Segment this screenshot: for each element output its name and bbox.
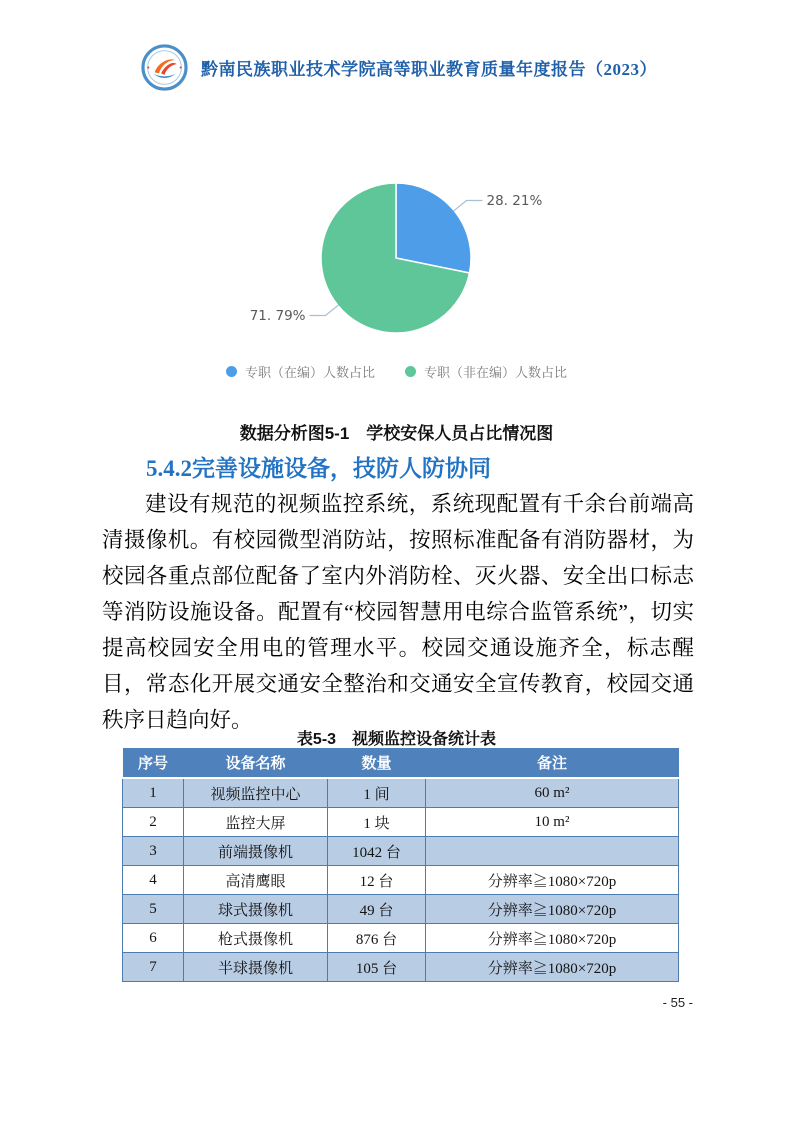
table-row [123,953,679,982]
document-title: 黔南民族职业技术学院高等职业教育质量年度报告（2023） [201,60,657,79]
table-cell: 5 [123,895,184,924]
pie-data-label-0: 28. 21% [486,193,543,209]
table-cell: 球式摄像机 [184,895,328,924]
table-row [123,808,679,837]
table-cell: 1 块 [328,808,426,837]
figure-caption: 数据分析图5-1 学校安保人员占比情况图 [239,424,554,443]
table-cell: 高清鹰眼 [184,866,328,895]
legend-item-1 [405,362,567,381]
table-row [123,778,679,808]
pie-slice-0 [396,183,471,273]
table-cell: 前端摄像机 [184,837,328,866]
chart-legend [0,362,793,381]
table-header-cell: 序号 [123,748,184,778]
section-heading: 5.4.2完善设施设备，技防人防协同 [146,456,491,481]
school-emblem-icon [141,44,188,91]
legend-label: 专职（非在编）人数占比 [424,365,568,380]
table-cell: 60 m² [426,778,679,808]
table-cell: 105 台 [328,953,426,982]
page-number: - 55 - [662,995,693,1010]
table-cell: 分辨率≧1080×720p [426,895,679,924]
table-cell: 半球摄像机 [184,953,328,982]
legend-marker-icon [405,366,416,377]
table-cell: 10 m² [426,808,679,837]
pie-data-label-1: 71. 79% [249,308,306,324]
document-header [141,44,657,91]
table-cell [426,837,679,866]
pie-chart [218,156,586,370]
table-header-cell: 数量 [328,748,426,778]
table-cell: 3 [123,837,184,866]
table-cell: 分辨率≧1080×720p [426,953,679,982]
body-paragraph: 建设有规范的视频监控系统，系统现配置有千余台前端高清摄像机。有校园微型消防站，按照标准配备有消防器材，为校园各重点部位配备了室内外消防栓、灭火器、安全出口标志等消防设施设备。配置有“校园智慧用电综合监管系统”，切实提高校园安全用电的管理水平。校园交通设施齐全，标志醒目，常态化开展交通安全整治和交通安全宣传教育，校园交通秩序日趋向好。 [102,492,694,732]
table-cell: 分辨率≧1080×720p [426,924,679,953]
table-cell: 视频监控中心 [184,778,328,808]
table-cell: 2 [123,808,184,837]
table-header-cell: 设备名称 [184,748,328,778]
table-cell: 876 台 [328,924,426,953]
table-cell: 1 间 [328,778,426,808]
table-cell: 7 [123,953,184,982]
table-cell: 12 台 [328,866,426,895]
table-cell: 监控大屏 [184,808,328,837]
pie-leader-line-0 [453,201,482,212]
legend-marker-icon [226,366,237,377]
table-cell: 4 [123,866,184,895]
equipment-table [122,748,679,982]
legend-item-0 [226,362,375,381]
table-cell: 1 [123,778,184,808]
pie-leader-line-1 [310,305,339,316]
table-row [123,866,679,895]
table-header-row [123,748,679,778]
table-row [123,837,679,866]
table-cell: 1042 台 [328,837,426,866]
table-header-cell: 备注 [426,748,679,778]
table-cell: 49 台 [328,895,426,924]
table-cell: 分辨率≧1080×720p [426,866,679,895]
legend-label: 专职（在编）人数占比 [244,365,375,380]
table-cell: 6 [123,924,184,953]
table-cell: 枪式摄像机 [184,924,328,953]
table-row [123,895,679,924]
table-caption: 表5-3 视频监控设备统计表 [296,731,497,748]
table-row [123,924,679,953]
